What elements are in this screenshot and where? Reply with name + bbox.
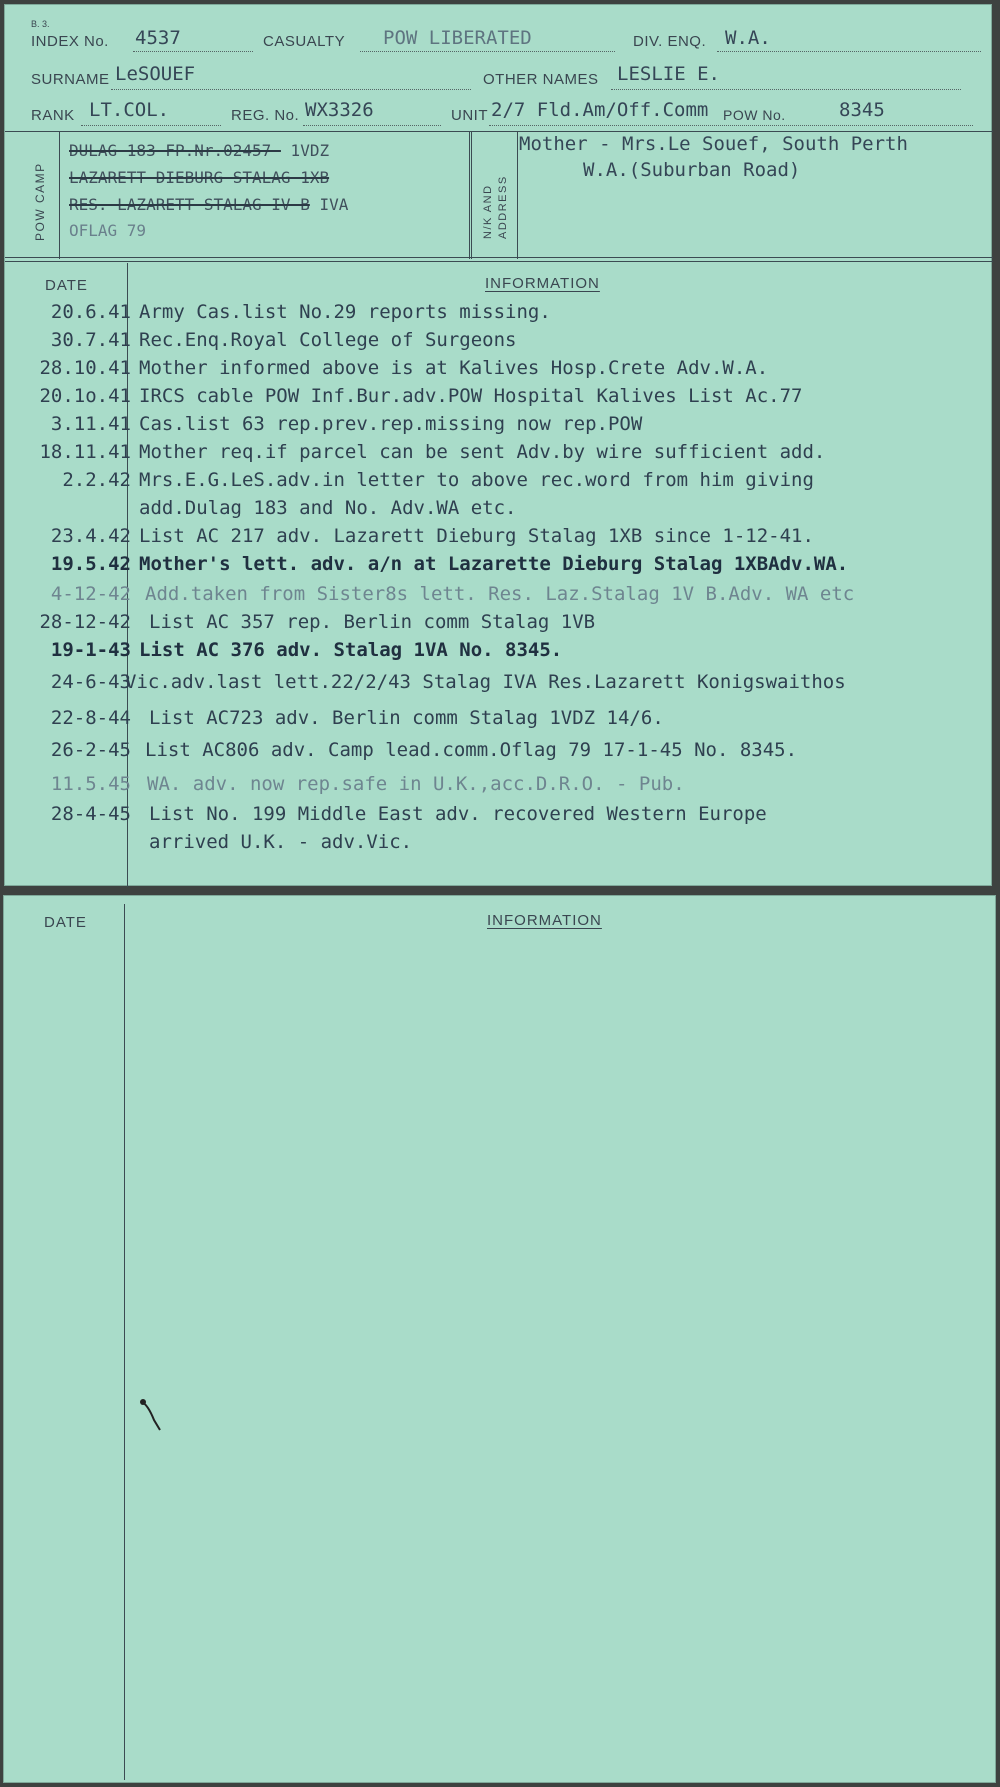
entry-text: List AC806 adv. Camp lead.comm.Oflag 79 17-1-45 No. 8345. <box>145 739 798 761</box>
entry-text: Mrs.E.G.LeS.adv.in letter to above rec.word from him giving <box>139 469 814 491</box>
information-entry <box>5 583 993 611</box>
nk-address-line-2: W.A.(Suburban Road) <box>583 159 801 181</box>
index-value: 4537 <box>135 27 181 49</box>
nk-label-2: ADDRESS <box>497 175 509 239</box>
nk-address-line-1: Mother - Mrs.Le Souef, South Perth <box>519 133 908 155</box>
information-entry <box>5 329 993 357</box>
ink-mark <box>138 1396 168 1436</box>
entry-date: 19-1-43 <box>50 639 131 661</box>
entry-text: Rec.Enq.Royal College of Surgeons <box>139 329 517 351</box>
rank-label: RANK <box>31 107 75 124</box>
camp-nk-divider-2 <box>471 131 472 259</box>
pow-no-label: POW No. <box>723 107 786 123</box>
unit-value: 2/7 Fld.Am/Off.Comm <box>491 99 709 121</box>
entry-date: 22-8-44 <box>50 707 131 729</box>
information-entry <box>5 739 993 767</box>
information-entry <box>5 803 993 831</box>
camp-bottom-rule-2 <box>5 261 993 262</box>
information-entry <box>5 385 993 413</box>
pow-no-value: 8345 <box>839 99 885 121</box>
reg-no-value: WX3326 <box>305 99 374 121</box>
entry-text: List AC 357 rep. Berlin comm Stalag 1VB <box>149 611 596 633</box>
pow-camp-label: POW CAMP <box>33 162 47 241</box>
entry-date: 30.7.41 <box>50 329 131 351</box>
back-date-column-rule <box>124 904 125 1780</box>
entry-date: 20.6.41 <box>50 301 131 323</box>
information-column-header: INFORMATION <box>485 275 600 292</box>
casualty-value: POW LIBERATED <box>383 27 532 49</box>
entry-date: 24-6-43 <box>50 671 131 693</box>
reg-no-label: REG. No. <box>231 107 300 124</box>
entry-date: 4-12-42 <box>50 583 131 605</box>
back-date-column-header: DATE <box>44 914 87 931</box>
nk-inner-rule <box>517 131 518 259</box>
information-entry <box>5 639 993 667</box>
unit-label: UNIT <box>451 107 488 124</box>
back-information-column-header: INFORMATION <box>487 912 602 929</box>
camp-line-2: LAZARETT-DIEBURG-STALAG-1XB <box>69 168 330 187</box>
reg-no-dotline <box>303 125 441 126</box>
information-entry <box>5 707 993 735</box>
entry-text: Mother req.if parcel can be sent Adv.by wire sufficient add. <box>139 441 826 463</box>
entry-text: Add.taken from Sister8s lett. Res. Laz.Stalag 1V B.Adv. WA etc <box>145 583 855 605</box>
entry-text: add.Dulag 183 and No. Adv.WA etc. <box>139 497 517 519</box>
entry-text: Mother informed above is at Kalives Hosp.Crete Adv.W.A. <box>139 357 769 379</box>
unit-dotline <box>489 125 973 126</box>
casualty-dotline <box>360 51 615 52</box>
record-card-back <box>3 895 996 1783</box>
surname-value: LeSOUEF <box>115 63 196 85</box>
entry-text: Vic.adv.last lett.22/2/43 Stalag IVA Res.Lazarett Konigswaithos <box>125 671 846 693</box>
div-enq-value: W.A. <box>725 27 771 49</box>
index-dotline <box>133 51 253 52</box>
camp-line-4: OFLAG 79 <box>69 221 147 240</box>
other-names-value: LESLIE E. <box>617 63 720 85</box>
index-label: INDEX No. <box>31 33 109 50</box>
information-entry <box>5 301 993 329</box>
surname-dotline <box>111 89 471 90</box>
entry-text: IRCS cable POW Inf.Bur.adv.POW Hospital Kalives List Ac.77 <box>139 385 803 407</box>
information-entry <box>5 553 993 581</box>
record-card-front <box>4 4 992 886</box>
information-entry <box>5 773 993 801</box>
information-entry <box>5 497 993 525</box>
entry-text: Army Cas.list No.29 reports missing. <box>139 301 551 323</box>
camp-bottom-rule-1 <box>5 257 993 258</box>
entry-date: 20.1o.41 <box>39 385 131 407</box>
entry-text: Mother's lett. adv. a/n at Lazarette Dieburg Stalag 1XBAdv.WA. <box>139 553 849 575</box>
entry-date: 2.2.42 <box>62 469 131 491</box>
information-entry <box>5 469 993 497</box>
camp-line-3: RES.-LAZARETT STALAG IV-B IVA <box>69 195 349 214</box>
entry-date: 3.11.41 <box>50 413 131 435</box>
entry-date: 18.11.41 <box>39 441 131 463</box>
camp-nk-divider <box>469 131 470 259</box>
surname-label: SURNAME <box>31 71 110 88</box>
information-entry <box>5 611 993 639</box>
entry-date: 26-2-45 <box>50 739 131 761</box>
camp-left-rule <box>59 131 60 259</box>
form-code: B. 3. <box>31 19 50 29</box>
entry-date: 28-12-42 <box>39 611 131 633</box>
entry-text: List AC 376 adv. Stalag 1VA No. 8345. <box>139 639 563 661</box>
entry-text: List AC 217 adv. Lazarett Dieburg Stalag 1XB since 1-12-41. <box>139 525 814 547</box>
entry-text: WA. adv. now rep.safe in U.K.,acc.D.R.O. - Pub. <box>147 773 685 795</box>
other-names-label: OTHER NAMES <box>483 71 599 88</box>
other-names-dotline <box>611 89 961 90</box>
entry-text: arrived U.K. - adv.Vic. <box>149 831 413 853</box>
information-entry <box>5 831 993 859</box>
entry-date: 28-4-45 <box>50 803 131 825</box>
nk-label-1: N/K AND <box>482 184 494 239</box>
div-enq-label: DIV. ENQ. <box>633 33 707 50</box>
information-entry <box>5 441 993 469</box>
entry-date: 28.10.41 <box>39 357 131 379</box>
camp-top-rule <box>5 131 993 132</box>
date-column-header: DATE <box>45 277 88 294</box>
entry-text: Cas.list 63 rep.prev.rep.missing now rep.POW <box>139 413 643 435</box>
rank-dotline <box>81 125 221 126</box>
entry-date: 11.5.45 <box>50 773 131 795</box>
information-entry <box>5 413 993 441</box>
rank-value: LT.COL. <box>89 99 170 121</box>
entry-date: 19.5.42 <box>50 553 131 575</box>
entry-date: 23.4.42 <box>50 525 131 547</box>
information-entry <box>5 525 993 553</box>
div-enq-dotline <box>717 51 981 52</box>
information-entry <box>5 357 993 385</box>
camp-line-1: DULAG-183-FP.Nr.02457- 1VDZ <box>69 141 330 160</box>
entry-text: List No. 199 Middle East adv. recovered Western Europe <box>149 803 767 825</box>
casualty-label: CASUALTY <box>263 33 346 50</box>
entry-text: List AC723 adv. Berlin comm Stalag 1VDZ 14/6. <box>149 707 664 729</box>
information-entry <box>5 671 993 699</box>
